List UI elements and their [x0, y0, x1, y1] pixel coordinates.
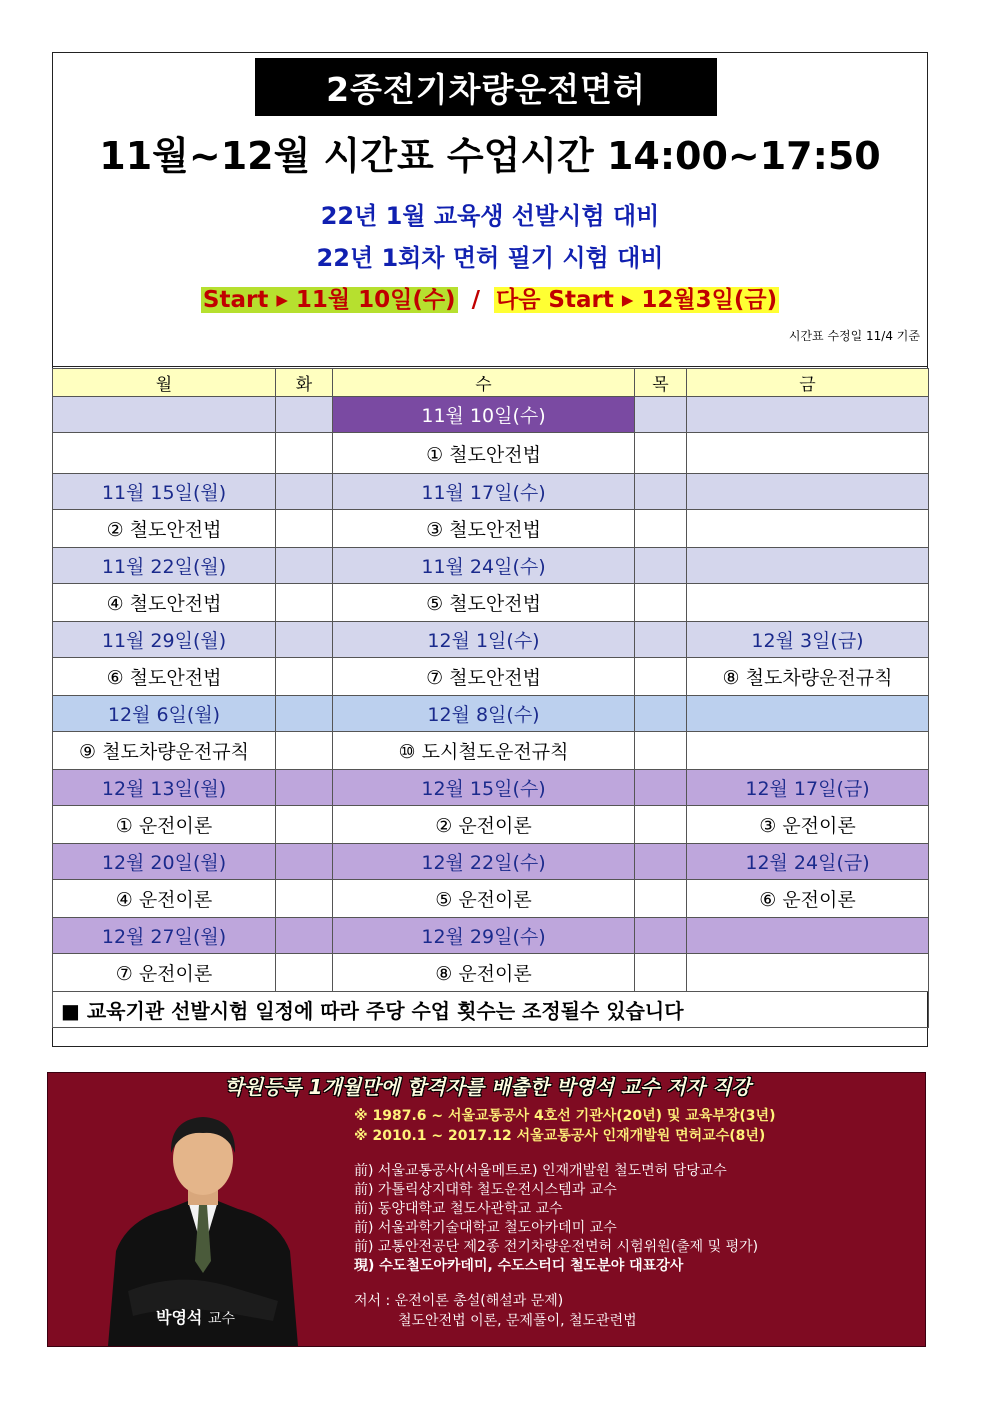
date-row: [53, 548, 929, 584]
subtitle-license: 22년 1회차 면허 필기 시험 대비: [316, 244, 664, 272]
empty-cell: [276, 548, 333, 584]
empty-cell: [635, 433, 687, 474]
date-cell: 12월 6일(월): [53, 696, 276, 732]
date-cell: 12월 15일(수): [333, 770, 635, 806]
empty-cell: [276, 510, 333, 548]
subject-cell: [53, 433, 276, 474]
subject-cell: ③ 철도안전법: [333, 510, 635, 548]
history-line: 前) 서울과학기술대학교 철도아카데미 교수: [354, 1220, 617, 1236]
subject-row: [53, 954, 929, 992]
empty-cell: [635, 770, 687, 806]
instructor-promo: [47, 1072, 926, 1347]
subtitle-exam: 22년 1월 교육생 선발시험 대비: [320, 202, 660, 230]
day-header-wed: 수: [333, 369, 635, 397]
date-row: [53, 918, 929, 954]
date-row: [53, 844, 929, 880]
day-header-thu: 목: [635, 369, 687, 397]
history-line: 前) 동양대학교 철도사관학교 교수: [354, 1201, 563, 1217]
date-cell: [687, 548, 929, 584]
date-row: [53, 474, 929, 510]
date-cell: 12월 24일(금): [687, 844, 929, 880]
empty-cell: [635, 806, 687, 844]
subject-cell: ⑩ 도시철도운전규칙: [333, 732, 635, 770]
empty-cell: [276, 880, 333, 918]
license-badge: 2종전기차량운전면허: [255, 58, 717, 116]
subject-row: [53, 806, 929, 844]
books-line: 저서 : 운전이론 총설(해설과 문제): [354, 1293, 564, 1309]
empty-cell: [276, 806, 333, 844]
empty-cell: [276, 954, 333, 992]
empty-cell: [276, 622, 333, 658]
promo-title: 학원등록 1개월만에 합격자를 배출한 박영석 교수 저자 직강: [224, 1075, 751, 1099]
subject-row: [53, 510, 929, 548]
history-line: 前) 서울교통공사(서울메트로) 인재개발원 철도면허 담당교수: [354, 1163, 727, 1179]
start-date: Start ▸ 11월 10일(수): [202, 287, 456, 313]
date-cell: 12월 13일(월): [53, 770, 276, 806]
day-header-mon: 월: [53, 369, 276, 397]
date-cell: [687, 696, 929, 732]
date-cell: 12월 3일(금): [687, 622, 929, 658]
page-title: 11월~12월 시간표 수업시간 14:00~17:50: [99, 134, 881, 178]
current-position: 現) 수도철도아카데미, 수도스터디 철도분야 대표강사: [354, 1258, 684, 1274]
date-cell: 11월 29일(월): [53, 622, 276, 658]
empty-cell: [276, 584, 333, 622]
subject-row: [53, 880, 929, 918]
empty-cell: [635, 880, 687, 918]
date-cell: 11월 24일(수): [333, 548, 635, 584]
empty-cell: [635, 844, 687, 880]
empty-cell: [635, 658, 687, 696]
career-line: ※ 1987.6 ~ 서울교통공사 4호선 기관사(20년) 및 교육부장(3년): [354, 1108, 776, 1124]
footnote-row: [53, 992, 929, 1028]
date-cell: 12월 22일(수): [333, 844, 635, 880]
subject-cell: ⑦ 철도안전법: [333, 658, 635, 696]
date-cell: 11월 10일(수): [333, 397, 635, 433]
empty-cell: [276, 397, 333, 433]
subject-cell: [687, 510, 929, 548]
history-line: 前) 가톨릭상지대학 철도운전시스템과 교수: [354, 1182, 617, 1198]
date-cell: 12월 20일(월): [53, 844, 276, 880]
empty-cell: [635, 622, 687, 658]
empty-cell: [276, 658, 333, 696]
empty-cell: [276, 474, 333, 510]
subject-row: [53, 433, 929, 474]
career-line: ※ 2010.1 ~ 2017.12 서울교통공사 인재개발원 면허교수(8년): [354, 1128, 766, 1144]
empty-cell: [635, 397, 687, 433]
date-cell: 11월 17일(수): [333, 474, 635, 510]
history-line: 前) 교통안전공단 제2종 전기차량운전면허 시험위원(출제 및 평가): [354, 1239, 759, 1255]
subject-row: [53, 584, 929, 622]
subject-cell: ④ 운전이론: [53, 880, 276, 918]
subject-cell: ⑨ 철도차량운전규칙: [53, 732, 276, 770]
date-row: [53, 622, 929, 658]
empty-cell: [635, 918, 687, 954]
subject-cell: ④ 철도안전법: [53, 584, 276, 622]
subject-cell: [687, 584, 929, 622]
next-start-date: 다음 Start ▸ 12월3일(금): [495, 287, 778, 313]
date-row: [53, 696, 929, 732]
subject-cell: ② 철도안전법: [53, 510, 276, 548]
subject-row: [53, 732, 929, 770]
date-cell: 11월 22일(월): [53, 548, 276, 584]
subject-cell: ⑧ 운전이론: [333, 954, 635, 992]
books-line: 철도안전법 이론, 문제풀이, 철도관련법: [398, 1313, 637, 1329]
subject-cell: [687, 954, 929, 992]
subject-cell: ① 운전이론: [53, 806, 276, 844]
schedule-table: [52, 368, 929, 1028]
empty-cell: [276, 732, 333, 770]
date-row: [53, 397, 929, 433]
subject-cell: ① 철도안전법: [333, 433, 635, 474]
date-row: [53, 770, 929, 806]
date-cell: 12월 8일(수): [333, 696, 635, 732]
day-header-tue: 화: [276, 369, 333, 397]
empty-cell: [635, 474, 687, 510]
separator: /: [471, 287, 480, 313]
subject-cell: ⑤ 운전이론: [333, 880, 635, 918]
instructor-name: [156, 1305, 235, 1328]
start-line: [52, 281, 928, 314]
footnote: ■ 교육기관 선발시험 일정에 따라 주당 수업 횟수는 조정될수 있습니다: [53, 992, 929, 1028]
instructor-title: 교수: [207, 1311, 236, 1327]
empty-cell: [276, 844, 333, 880]
empty-cell: [635, 696, 687, 732]
subject-cell: ③ 운전이론: [687, 806, 929, 844]
date-cell: [687, 474, 929, 510]
date-cell: 12월 29일(수): [333, 918, 635, 954]
date-cell: [687, 918, 929, 954]
subject-cell: ② 운전이론: [333, 806, 635, 844]
date-cell: 12월 1일(수): [333, 622, 635, 658]
subject-cell: ⑦ 운전이론: [53, 954, 276, 992]
day-header-row: [53, 369, 929, 397]
empty-cell: [276, 433, 333, 474]
empty-cell: [276, 696, 333, 732]
day-header-fri: 금: [687, 369, 929, 397]
subject-cell: ⑧ 철도차량운전규칙: [687, 658, 929, 696]
empty-cell: [635, 510, 687, 548]
date-cell: 12월 27일(월): [53, 918, 276, 954]
empty-cell: [635, 732, 687, 770]
instructor-name-text: 박영석: [156, 1308, 203, 1327]
empty-cell: [276, 918, 333, 954]
empty-cell: [276, 770, 333, 806]
revision-note: 시간표 수정일 11/4 기준: [788, 329, 920, 343]
subject-row: [53, 658, 929, 696]
empty-cell: [635, 548, 687, 584]
subject-cell: ⑥ 운전이론: [687, 880, 929, 918]
empty-cell: [635, 954, 687, 992]
date-cell: 12월 17일(금): [687, 770, 929, 806]
subject-cell: ⑥ 철도안전법: [53, 658, 276, 696]
subject-cell: [687, 732, 929, 770]
empty-cell: [635, 584, 687, 622]
date-cell: [687, 397, 929, 433]
divider: [52, 366, 928, 367]
subject-cell: [687, 433, 929, 474]
subject-cell: ⑤ 철도안전법: [333, 584, 635, 622]
date-cell: 11월 15일(월): [53, 474, 276, 510]
date-cell: [53, 397, 276, 433]
